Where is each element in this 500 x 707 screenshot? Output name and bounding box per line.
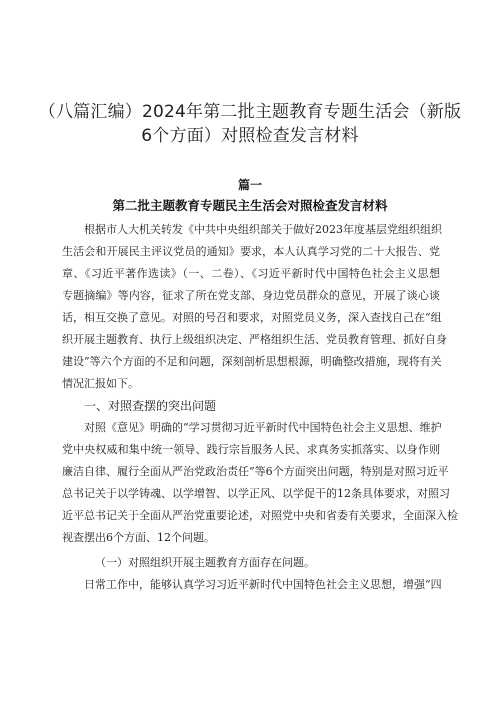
intro-paragraph-line: 话，相互交换了意见。对照的号召和要求，对照党员义务，深入查找自己在“组 <box>62 311 442 324</box>
section-heading: 一、对照查摆的突出问题 <box>84 399 217 413</box>
intro-paragraph-line: 专题摘编》等内容，征求了所在党支部、身边党员群众的意见，开展了谈心谈 <box>62 289 440 302</box>
document-title-line-1: （八篇汇编）2024年第二批主题教育专题生活会（新版 <box>38 102 462 122</box>
subsection-heading: （一）对照组织开展主题教育方面存在问题。 <box>95 556 315 569</box>
part-heading: 第二批主题教育专题民主生活会对照检查发言材料 <box>112 198 388 213</box>
section-paragraph-line: 廉洁自律、履行全面从严治党政治责任”等6个方面突出问题，特别是对照习近平 <box>62 465 449 478</box>
intro-paragraph-line: 织开展主题教育、执行上级组织决定、严格组织生活、党员教育管理、抓好自身 <box>62 333 447 346</box>
intro-paragraph-line: 根据市人大机关转发《中共中央组织部关于做好2023年度基层党组织组织 <box>84 223 442 236</box>
document-title-line-2: 6个方面）对照检查发言材料 <box>141 126 359 146</box>
intro-paragraph-line: 情况汇报如下。 <box>62 377 139 390</box>
intro-paragraph-line: 生活会和开展民主评议党员的通知》要求，本人认真学习党的二十大报告、党 <box>62 245 440 258</box>
intro-paragraph-line: 建设”等六个方面的不足和问题，深刻剖析思想根源，明确整改措施，现将有关 <box>62 355 442 368</box>
intro-paragraph-line: 章、《习近平著作选读》（一、二卷）、《习近平新时代中国特色社会主义思想 <box>62 267 440 280</box>
subsection-paragraph-line: 日常工作中，能够认真学习习近平新时代中国特色社会主义思想，增强“四 <box>84 578 442 591</box>
section-paragraph-line: 视查摆出6个方面、12个问题。 <box>62 531 215 544</box>
section-paragraph-line: 党中央权威和集中统一领导、践行宗旨服务人民、求真务实抓落实、以身作则 <box>62 443 440 456</box>
section-paragraph-line: 近平总书记关于全面从严治党重要论述，对照党中央和省委有关要求，全面深入检 <box>62 509 458 522</box>
section-paragraph-line: 总书记关于以学铸魂、以学增智、以学正风、以学促干的12条具体要求，对照习 <box>62 487 450 500</box>
part-label: 篇一 <box>237 178 262 192</box>
section-paragraph-line: 对照《意见》明确的“学习贯彻习近平新时代中国特色社会主义思想、维护 <box>84 421 442 434</box>
